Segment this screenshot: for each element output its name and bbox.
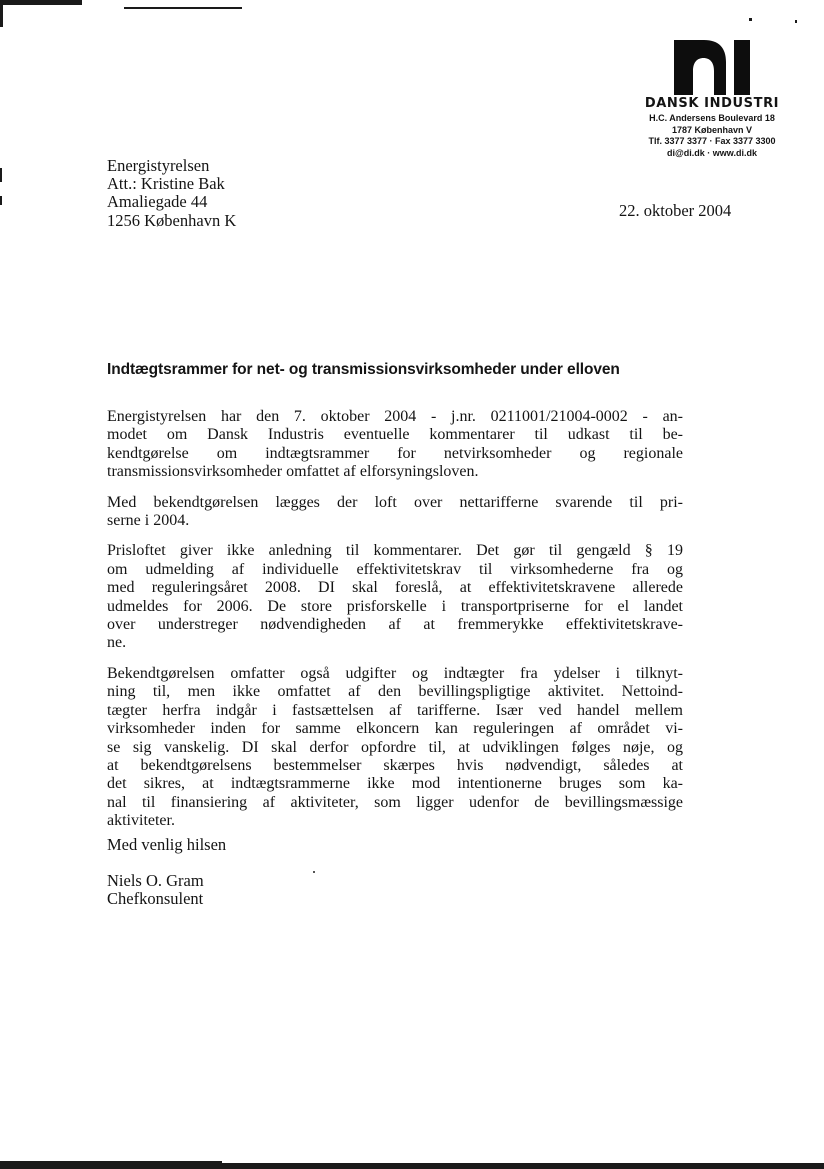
recipient-address bbox=[107, 157, 236, 230]
recipient-line: 1256 København K bbox=[107, 210, 237, 230]
paragraph bbox=[107, 408, 683, 482]
letter-date: 22. oktober 2004 bbox=[619, 201, 732, 220]
paragraph-line: virksomheder inden for samme elkoncern kan reguleringen af området vi- bbox=[107, 720, 683, 738]
letterhead-address bbox=[630, 113, 794, 159]
scan-speck-3 bbox=[313, 871, 315, 873]
scan-artifact-top-strip bbox=[0, 0, 82, 5]
scan-speck-1 bbox=[749, 18, 752, 21]
recipient-line: Amaliegade 44 bbox=[107, 192, 208, 212]
letterhead bbox=[630, 40, 794, 159]
paragraph-line: aktiviteter. bbox=[107, 812, 175, 830]
paragraph-line: kendtgørelse om indtægtsrammer for netvirksomheder og regionale bbox=[107, 444, 683, 462]
paragraph-line: om udmelding af individuelle effektivitetskrav til virksomhederne fra og bbox=[107, 560, 683, 578]
paragraph-line: det sikres, at indtægtsrammerne ikke mod intentionerne bruges som ka- bbox=[107, 775, 683, 793]
paragraph-line: modet om Dansk Industris eventuelle kommentarer til udkast til be- bbox=[107, 426, 683, 444]
paragraph-line: at bekendtgørelsens bestemmelser skærpes hvis nødvendigt, således at bbox=[107, 756, 683, 774]
scan-artifact-bottom-left bbox=[0, 1161, 222, 1169]
letterhead-address-line: 1787 København V bbox=[671, 124, 753, 135]
closing-salutation: Med venlig hilsen bbox=[107, 835, 227, 854]
paragraph-line: tægter herfra indgår i fastsættelsen af tarifferne. Især ved handel mellem bbox=[107, 701, 683, 719]
paragraph-line: ne. bbox=[107, 634, 127, 652]
paragraph-line: se sig vanskelig. DI skal derfor opfordre til, at udviklingen følges nøje, og bbox=[107, 738, 683, 756]
paragraph-line: udmeldes for 2006. De store prisforskelle i transportpriserne for el landet bbox=[107, 597, 683, 615]
subject-line: Indtægtsrammer for net- og transmissionsvirksomheder under elloven bbox=[107, 361, 620, 378]
paragraph-line: Med bekendtgørelsen lægges der loft over nettarifferne svarende til pri- bbox=[107, 493, 683, 511]
paragraph-line: serne i 2004. bbox=[107, 512, 190, 530]
scan-artifact-left-strip bbox=[0, 0, 3, 27]
scan-speck-2 bbox=[795, 20, 797, 23]
scan-artifact-left-mark2 bbox=[0, 196, 2, 205]
signature-title: Chefkonsulent bbox=[107, 889, 204, 908]
letterhead-address-line: Tlf. 3377 3377 · Fax 3377 3300 bbox=[648, 136, 776, 146]
paragraph-line: med reguleringsåret 2008. DI skal foreslå, at effektivitetskravene allerede bbox=[107, 579, 683, 597]
paragraph bbox=[107, 494, 683, 531]
paragraph-line: over understreger nødvendigheden af at fremmerykke effektivitetskrave- bbox=[107, 616, 683, 634]
paragraph-line: transmissionsvirksomheder omfattet af elforsyningsloven. bbox=[107, 463, 479, 481]
paragraph-line: Energistyrelsen har den 7. oktober 2004 - j.nr. 0211001/21004-0002 - an- bbox=[107, 408, 683, 425]
paragraph bbox=[107, 665, 683, 831]
letterhead-address-line: H.C. Andersens Boulevard 18 bbox=[649, 113, 775, 123]
paragraph bbox=[107, 542, 683, 652]
scan-artifact-left-mark bbox=[0, 168, 2, 182]
paragraph-line: Prisloftet giver ikke anledning til kommentarer. Det gør til gengæld § 19 bbox=[107, 542, 683, 560]
recipient-line: Att.: Kristine Bak bbox=[107, 174, 225, 194]
body-paragraphs bbox=[107, 408, 683, 843]
paragraph-line: ning til, men ikke omfattet af den bevillingspligtige aktivitet. Nettoind- bbox=[107, 683, 683, 701]
di-logo bbox=[630, 40, 794, 95]
letterhead-company: DANSK INDUSTRI bbox=[644, 96, 780, 111]
signature-name: Niels O. Gram bbox=[107, 870, 204, 890]
paragraph-line: nal til finansiering af aktiviteter, som ligger udenfor de bevillingsmæssige bbox=[107, 793, 683, 811]
recipient-line: Energistyrelsen bbox=[107, 156, 210, 175]
paragraph-line: Bekendtgørelsen omfatter også udgifter og indtægter fra ydelser i tilknyt- bbox=[107, 664, 683, 682]
closing-block bbox=[107, 836, 226, 909]
letterhead-address-line: di@di.dk · www.di.dk bbox=[667, 147, 757, 158]
scan-artifact-top-dash bbox=[124, 7, 242, 9]
